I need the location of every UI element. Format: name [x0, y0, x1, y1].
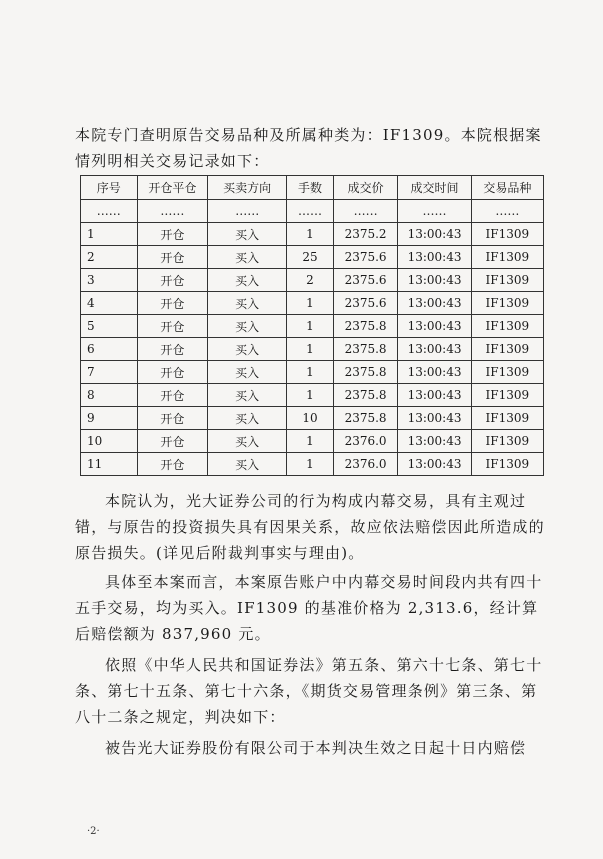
table-cell: 7 — [81, 361, 138, 384]
table-cell: IF1309 — [471, 269, 543, 292]
table-cell: …… — [137, 200, 208, 223]
table-cell: IF1309 — [471, 453, 543, 476]
table-cell: 10 — [81, 430, 138, 453]
table-cell: IF1309 — [471, 223, 543, 246]
table-row — [81, 338, 544, 361]
judgment-paragraph: 被告光大证券股份有限公司于本判决生效之日起十日内赔偿 — [105, 739, 527, 757]
table-cell: 2376.0 — [333, 453, 398, 476]
table-cell: 1 — [287, 315, 334, 338]
table-cell: …… — [208, 200, 287, 223]
table-cell: 13:00:43 — [398, 269, 471, 292]
table-cell: 2375.2 — [333, 223, 398, 246]
table-cell: 开仓 — [137, 361, 208, 384]
table-row — [81, 361, 544, 384]
table-cell: IF1309 — [471, 384, 543, 407]
table-cell: 2375.8 — [333, 361, 398, 384]
table-cell: 2375.8 — [333, 384, 398, 407]
header-index: 序号 — [81, 176, 138, 200]
table-cell: 2 — [81, 246, 138, 269]
table-cell: 2375.8 — [333, 338, 398, 361]
table-cell: 买入 — [208, 269, 287, 292]
table-body — [81, 200, 544, 476]
table-cell: 2375.8 — [333, 315, 398, 338]
table-cell: 13:00:43 — [398, 384, 471, 407]
table-cell: 2376.0 — [333, 430, 398, 453]
table-row — [81, 292, 544, 315]
table-cell: 开仓 — [137, 292, 208, 315]
table-cell: …… — [471, 200, 543, 223]
table-cell: 开仓 — [137, 269, 208, 292]
table-cell: IF1309 — [471, 407, 543, 430]
table-row — [81, 246, 544, 269]
table-cell: 开仓 — [137, 453, 208, 476]
table-cell: IF1309 — [471, 338, 543, 361]
table-cell: 买入 — [208, 246, 287, 269]
table-cell: IF1309 — [471, 315, 543, 338]
table-cell: 2375.8 — [333, 407, 398, 430]
header-time: 成交时间 — [398, 176, 471, 200]
table-cell: 1 — [81, 223, 138, 246]
table-cell: 开仓 — [137, 430, 208, 453]
table-cell: 2375.6 — [333, 269, 398, 292]
table-cell: 4 — [81, 292, 138, 315]
table-cell: 买入 — [208, 384, 287, 407]
table-row — [81, 315, 544, 338]
table-cell: 10 — [287, 407, 334, 430]
table-cell: 25 — [287, 246, 334, 269]
table-cell: 买入 — [208, 223, 287, 246]
table-cell: 2375.6 — [333, 246, 398, 269]
calculation-paragraph: 具体至本案而言，本案原告账户中内幕交易时间段内共有四十五手交易，均为买入。IF1309 的基准价格为 2,313.6，经计算后赔偿额为 837,960 元。 — [75, 573, 543, 643]
table-cell: 买入 — [208, 430, 287, 453]
table-cell: …… — [398, 200, 471, 223]
table-cell: IF1309 — [471, 292, 543, 315]
court-opinion-paragraph: 本院认为，光大证券公司的行为构成内幕交易，具有主观过错，与原告的投资损失具有因果关系，故应依法赔偿因此所造成的原告损失。(详见后附裁判事实与理由)。 — [75, 492, 545, 562]
table-cell: 13:00:43 — [398, 246, 471, 269]
table-cell: 开仓 — [137, 246, 208, 269]
table-cell: 买入 — [208, 407, 287, 430]
table-row — [81, 430, 544, 453]
table-cell: 3 — [81, 269, 138, 292]
table-cell: 13:00:43 — [398, 430, 471, 453]
table-cell: 13:00:43 — [398, 292, 471, 315]
intro-paragraph: 本院专门查明原告交易品种及所属种类为：IF1309。本院根据案情列明相关交易记录如下： — [75, 126, 542, 170]
table-cell: 开仓 — [137, 338, 208, 361]
table-cell: IF1309 — [471, 430, 543, 453]
table-cell: 买入 — [208, 453, 287, 476]
table-cell: 1 — [287, 384, 334, 407]
table-row — [81, 453, 544, 476]
header-symbol: 交易品种 — [471, 176, 543, 200]
table-row — [81, 407, 544, 430]
table-cell: 1 — [287, 361, 334, 384]
table-cell: 13:00:43 — [398, 315, 471, 338]
table-row — [81, 384, 544, 407]
table-cell: 开仓 — [137, 407, 208, 430]
table-cell: IF1309 — [471, 246, 543, 269]
table-cell: 1 — [287, 292, 334, 315]
table-header-row — [81, 176, 544, 200]
header-direction: 买卖方向 — [208, 176, 287, 200]
header-open-close: 开仓平仓 — [137, 176, 208, 200]
table-row — [81, 269, 544, 292]
table-cell: 8 — [81, 384, 138, 407]
table-cell: 1 — [287, 223, 334, 246]
header-price: 成交价 — [333, 176, 398, 200]
table-cell: …… — [81, 200, 138, 223]
table-cell: 1 — [287, 338, 334, 361]
table-cell: 2 — [287, 269, 334, 292]
table-cell: 13:00:43 — [398, 361, 471, 384]
page-number: ·2· — [87, 826, 100, 837]
table-cell: …… — [287, 200, 334, 223]
table-cell: 13:00:43 — [398, 407, 471, 430]
table-cell: 1 — [287, 430, 334, 453]
table-cell: 6 — [81, 338, 138, 361]
table-cell: 开仓 — [137, 384, 208, 407]
table-cell: IF1309 — [471, 361, 543, 384]
table-cell: 2375.6 — [333, 292, 398, 315]
table-cell: 1 — [287, 453, 334, 476]
table-cell: 买入 — [208, 292, 287, 315]
table-cell: 买入 — [208, 315, 287, 338]
trade-records-table — [80, 175, 544, 476]
table-row — [81, 223, 544, 246]
ellipsis-row — [81, 200, 544, 223]
table-cell: …… — [333, 200, 398, 223]
table-cell: 买入 — [208, 361, 287, 384]
table-cell: 13:00:43 — [398, 223, 471, 246]
table-cell: 5 — [81, 315, 138, 338]
legal-basis-paragraph: 依照《中华人民共和国证券法》第五条、第六十七条、第七十条、第七十五条、第七十六条，《期货交易管理条例》第三条、第八十二条之规定，判决如下： — [75, 656, 543, 726]
table-cell: 9 — [81, 407, 138, 430]
table-cell: 开仓 — [137, 315, 208, 338]
table-cell: 买入 — [208, 338, 287, 361]
table-cell: 开仓 — [137, 223, 208, 246]
table-cell: 13:00:43 — [398, 338, 471, 361]
header-quantity: 手数 — [287, 176, 334, 200]
table-cell: 13:00:43 — [398, 453, 471, 476]
table-cell: 11 — [81, 453, 138, 476]
